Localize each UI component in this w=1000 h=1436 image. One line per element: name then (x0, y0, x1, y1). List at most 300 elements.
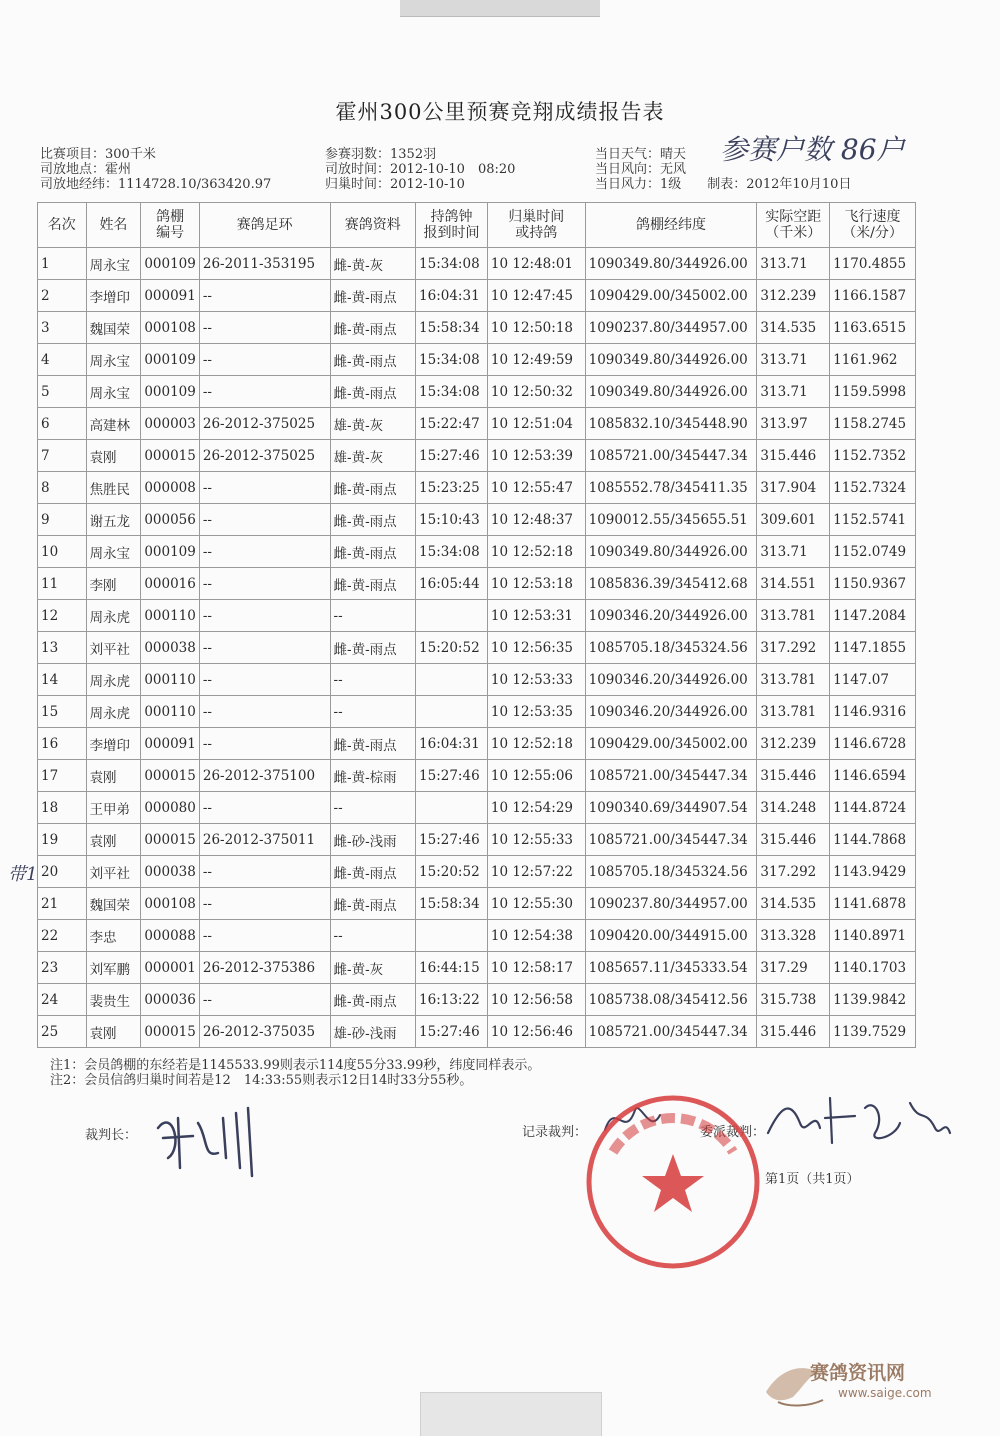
table-cell: -- (330, 792, 416, 824)
table-cell: 1090346.20/344926.00 (585, 600, 757, 632)
header-field: 参赛羽数：1352羽 (325, 147, 437, 162)
table-cell: 000109 (141, 344, 200, 376)
table-cell: 314.535 (757, 888, 830, 920)
table-cell: 9 (38, 504, 87, 536)
table-cell: 16:05:44 (416, 568, 488, 600)
table-cell: 10 12:57:22 (487, 856, 585, 888)
table-cell: 26-2012-375025 (199, 440, 330, 472)
table-cell: 314.535 (757, 312, 830, 344)
table-cell: 1085657.11/345333.54 (585, 952, 757, 984)
table-cell: 15:23:25 (416, 472, 488, 504)
table-cell: 19 (38, 824, 87, 856)
chief-judge-label: 裁判长： (85, 1128, 138, 1143)
column-header: 飞行速度 （米/分） (830, 203, 916, 248)
table-cell: 1146.9316 (830, 696, 916, 728)
table-cell: -- (199, 920, 330, 952)
table-cell: -- (199, 696, 330, 728)
table-cell: 317.292 (757, 632, 830, 664)
table-cell: 315.446 (757, 760, 830, 792)
table-cell: 1152.7324 (830, 472, 916, 504)
table-cell: 1090420.00/344915.00 (585, 920, 757, 952)
table-cell: -- (199, 632, 330, 664)
table-cell: 10 12:53:35 (487, 696, 585, 728)
table-cell: 15 (38, 696, 87, 728)
table-cell: 1163.6515 (830, 312, 916, 344)
table-cell: 000109 (141, 536, 200, 568)
table-cell: 000038 (141, 632, 200, 664)
table-cell: 000015 (141, 760, 200, 792)
table-cell: 雌-黄-棕雨 (330, 760, 416, 792)
table-cell: 李增印 (86, 728, 141, 760)
table-cell: 18 (38, 792, 87, 824)
table-cell: 313.71 (757, 536, 830, 568)
note-1: 注1：会员鸽棚的东经若是1145533.99则表示114度55分33.99秒，纬度同样表示。 (50, 1058, 541, 1073)
table-cell: 裴贵生 (86, 984, 141, 1016)
table-cell: 1152.7352 (830, 440, 916, 472)
table-cell: 1090429.00/345002.00 (585, 280, 757, 312)
table-row (38, 504, 916, 536)
table-cell: 313.781 (757, 600, 830, 632)
table-cell: 313.781 (757, 696, 830, 728)
table-cell: 1143.9429 (830, 856, 916, 888)
table-cell: -- (199, 344, 330, 376)
table-cell: -- (199, 664, 330, 696)
table-cell: 23 (38, 952, 87, 984)
table-cell: 312.239 (757, 728, 830, 760)
table-cell: 000110 (141, 696, 200, 728)
table-cell: 1090340.69/344907.54 (585, 792, 757, 824)
table-row (38, 344, 916, 376)
table-cell: 000015 (141, 1016, 200, 1048)
table-cell: -- (199, 600, 330, 632)
table-cell: -- (330, 696, 416, 728)
table-cell: 1090429.00/345002.00 (585, 728, 757, 760)
dispatch-judge-signature (760, 1078, 955, 1158)
table-cell: 雌-黄-雨点 (330, 536, 416, 568)
table-cell: 1085738.08/345412.56 (585, 984, 757, 1016)
results-table (37, 202, 916, 1048)
table-cell: 000108 (141, 888, 200, 920)
table-cell: 周永虎 (86, 696, 141, 728)
table-cell: 1090237.80/344957.00 (585, 312, 757, 344)
table-cell: 26-2012-375011 (199, 824, 330, 856)
table-cell: 313.97 (757, 408, 830, 440)
table-cell: 15:27:46 (416, 760, 488, 792)
table-cell: 袁刚 (86, 760, 141, 792)
table-cell: -- (330, 600, 416, 632)
table-row (38, 280, 916, 312)
table-cell: 1085832.10/345448.90 (585, 408, 757, 440)
table-cell: 周永宝 (86, 248, 141, 280)
table-cell: -- (330, 920, 416, 952)
table-cell: 魏国荣 (86, 312, 141, 344)
table-cell: -- (199, 888, 330, 920)
table-cell: 1166.1587 (830, 280, 916, 312)
watermark-url: www.saige.com (838, 1386, 932, 1400)
table-cell: 10 (38, 536, 87, 568)
table-cell: 313.71 (757, 344, 830, 376)
note-2: 注2：会员信鸽归巢时间若是12 14:33:55则表示12日14时33分55秒。 (50, 1073, 473, 1088)
table-cell: 11 (38, 568, 87, 600)
column-header: 鸽棚 编号 (141, 203, 200, 248)
table-cell: 000088 (141, 920, 200, 952)
table-cell: 20 (38, 856, 87, 888)
table-cell: 李忠 (86, 920, 141, 952)
column-header: 赛鸽资料 (330, 203, 416, 248)
table-cell: 000016 (141, 568, 200, 600)
table-cell: 10 12:55:33 (487, 824, 585, 856)
table-cell: 000109 (141, 376, 200, 408)
table-cell: 雄-砂-浅雨 (330, 1016, 416, 1048)
table-cell: 雌-黄-灰 (330, 248, 416, 280)
table-cell: 雌-砂-浅雨 (330, 824, 416, 856)
table-row (38, 792, 916, 824)
table-row (38, 536, 916, 568)
table-cell: 10 12:56:58 (487, 984, 585, 1016)
table-cell: 1090349.80/344926.00 (585, 536, 757, 568)
table-cell: 1090346.20/344926.00 (585, 664, 757, 696)
table-cell: 焦胜民 (86, 472, 141, 504)
table-cell: 王甲弟 (86, 792, 141, 824)
table-cell: 1158.2745 (830, 408, 916, 440)
table-cell: 1139.7529 (830, 1016, 916, 1048)
table-cell: -- (199, 312, 330, 344)
table-cell: 李增印 (86, 280, 141, 312)
table-cell: 1085705.18/345324.56 (585, 856, 757, 888)
table-cell: 000091 (141, 280, 200, 312)
table-cell: 317.29 (757, 952, 830, 984)
column-header: 鸽棚经纬度 (585, 203, 757, 248)
table-cell: 1159.5998 (830, 376, 916, 408)
table-cell: 314.551 (757, 568, 830, 600)
table-cell: 312.239 (757, 280, 830, 312)
table-cell: 雌-黄-雨点 (330, 984, 416, 1016)
table-cell: 1152.5741 (830, 504, 916, 536)
table-cell: 15:22:47 (416, 408, 488, 440)
table-cell: -- (330, 664, 416, 696)
column-header: 归巢时间 或持鸽 (487, 203, 585, 248)
table-cell: 10 12:58:17 (487, 952, 585, 984)
table-cell (416, 664, 488, 696)
table-cell: 1085705.18/345324.56 (585, 632, 757, 664)
table-cell: 1141.6878 (830, 888, 916, 920)
table-cell: 1170.4855 (830, 248, 916, 280)
notes (50, 1058, 540, 1088)
table-cell: 000038 (141, 856, 200, 888)
table-cell: 317.292 (757, 856, 830, 888)
table-cell: 5 (38, 376, 87, 408)
table-cell: 1090349.80/344926.00 (585, 344, 757, 376)
column-header: 名次 (38, 203, 87, 248)
table-cell: 1147.1855 (830, 632, 916, 664)
table-cell: 309.601 (757, 504, 830, 536)
table-cell: -- (199, 504, 330, 536)
table-row (38, 440, 916, 472)
table-cell: 1139.9842 (830, 984, 916, 1016)
table-cell (416, 600, 488, 632)
column-header: 持鸽钟 报到时间 (416, 203, 488, 248)
table-cell: 周永宝 (86, 536, 141, 568)
table-row (38, 472, 916, 504)
table-cell: 10 12:47:45 (487, 280, 585, 312)
table-cell: 袁刚 (86, 440, 141, 472)
table-cell: 313.71 (757, 376, 830, 408)
table-cell: 10 12:53:33 (487, 664, 585, 696)
table-cell: -- (199, 280, 330, 312)
table-cell: 10 12:53:31 (487, 600, 585, 632)
table-cell: 周永虎 (86, 600, 141, 632)
table-cell: 10 12:50:32 (487, 376, 585, 408)
table-cell: 10 12:56:46 (487, 1016, 585, 1048)
table-cell: 16:13:22 (416, 984, 488, 1016)
table-cell: 315.446 (757, 440, 830, 472)
table-cell: 10 12:51:04 (487, 408, 585, 440)
table-cell: 1090349.80/344926.00 (585, 376, 757, 408)
table-cell: 10 12:50:18 (487, 312, 585, 344)
header-left (40, 147, 271, 192)
table-cell: 24 (38, 984, 87, 1016)
table-row (38, 920, 916, 952)
page-count: 第1页（共1页） (765, 1172, 860, 1187)
table-row (38, 728, 916, 760)
paper-clip-top (400, 0, 600, 17)
column-header: 实际空距 （千米） (757, 203, 830, 248)
table-cell: 袁刚 (86, 824, 141, 856)
table-cell: -- (199, 376, 330, 408)
table-cell: 周永宝 (86, 376, 141, 408)
table-row (38, 952, 916, 984)
table-cell: 000001 (141, 952, 200, 984)
table-row (38, 888, 916, 920)
table-cell: 周永虎 (86, 664, 141, 696)
table-cell: -- (199, 568, 330, 600)
table-cell: 000110 (141, 600, 200, 632)
table-cell: 26-2012-375386 (199, 952, 330, 984)
table-cell: 3 (38, 312, 87, 344)
table-cell: 14 (38, 664, 87, 696)
table-cell: 15:34:08 (416, 536, 488, 568)
table-cell: 15:20:52 (416, 856, 488, 888)
table-cell: 000056 (141, 504, 200, 536)
table-cell: 刘平社 (86, 632, 141, 664)
table-cell: 10 12:48:37 (487, 504, 585, 536)
table-cell: 雌-黄-雨点 (330, 728, 416, 760)
table-cell (416, 792, 488, 824)
table-header-row (38, 203, 916, 248)
header-field: 司放地点：霍州 (40, 162, 132, 177)
paper-clip-bottom (420, 1392, 602, 1436)
table-cell: 雌-黄-灰 (330, 952, 416, 984)
table-cell: 1152.0749 (830, 536, 916, 568)
table-row (38, 632, 916, 664)
table-cell: 雌-黄-雨点 (330, 472, 416, 504)
table-cell: 1085721.00/345447.34 (585, 1016, 757, 1048)
table-cell: 雌-黄-雨点 (330, 280, 416, 312)
table-cell: 15:27:46 (416, 824, 488, 856)
table-cell: 袁刚 (86, 1016, 141, 1048)
site-watermark (758, 1352, 963, 1414)
table-cell: 15:34:08 (416, 344, 488, 376)
table-cell: 10 12:49:59 (487, 344, 585, 376)
handwritten-margin-mark: 带1 (8, 864, 38, 885)
table-cell: 10 12:55:30 (487, 888, 585, 920)
table-cell: 7 (38, 440, 87, 472)
table-cell: 1085721.00/345447.34 (585, 440, 757, 472)
table-cell: 雌-黄-雨点 (330, 856, 416, 888)
table-cell: 10 12:52:18 (487, 536, 585, 568)
table-cell: 10 12:55:06 (487, 760, 585, 792)
table-cell: -- (199, 792, 330, 824)
table-cell: 1140.8971 (830, 920, 916, 952)
table-cell: 1146.6594 (830, 760, 916, 792)
table-cell: 刘平社 (86, 856, 141, 888)
table-cell: 000109 (141, 248, 200, 280)
table-cell: 雄-黄-灰 (330, 440, 416, 472)
table-cell: 1147.2084 (830, 600, 916, 632)
table-cell: 16:04:31 (416, 728, 488, 760)
table-cell: 1085552.78/345411.35 (585, 472, 757, 504)
table-cell: 雌-黄-雨点 (330, 344, 416, 376)
table-cell: 15:34:08 (416, 248, 488, 280)
chief-judge-signature (148, 1098, 268, 1178)
table-cell: -- (199, 728, 330, 760)
table-row (38, 760, 916, 792)
table-cell: 15:10:43 (416, 504, 488, 536)
header-field: 归巢时间：2012-10-10 (325, 177, 465, 192)
table-cell: 000110 (141, 664, 200, 696)
table-cell: 15:20:52 (416, 632, 488, 664)
table-cell: 1 (38, 248, 87, 280)
table-cell: 1161.962 (830, 344, 916, 376)
table-row (38, 664, 916, 696)
table-cell: 1090012.55/345655.51 (585, 504, 757, 536)
table-cell: 26-2012-375100 (199, 760, 330, 792)
table-cell: 1144.7868 (830, 824, 916, 856)
column-header: 赛鸽足环 (199, 203, 330, 248)
header-field: 比赛项目：300千米 (40, 147, 156, 162)
table-cell: -- (199, 984, 330, 1016)
table-cell: 000080 (141, 792, 200, 824)
table-cell: 1090346.20/344926.00 (585, 696, 757, 728)
table-cell: 魏国荣 (86, 888, 141, 920)
table-cell: 17 (38, 760, 87, 792)
table-cell: 16:44:15 (416, 952, 488, 984)
table-row (38, 984, 916, 1016)
table-cell: 16 (38, 728, 87, 760)
table-cell: 10 12:54:29 (487, 792, 585, 824)
table-cell: 1147.07 (830, 664, 916, 696)
table-cell (416, 696, 488, 728)
table-cell: 谢五龙 (86, 504, 141, 536)
table-row (38, 1016, 916, 1048)
table-cell: 10 12:48:01 (487, 248, 585, 280)
table-row (38, 856, 916, 888)
table-cell: 1085836.39/345412.68 (585, 568, 757, 600)
table-row (38, 824, 916, 856)
header-field: 当日风力：1级 制表：2012年10月10日 (595, 177, 852, 192)
watermark-site-name: 赛鸽资讯网 (810, 1362, 906, 1384)
table-cell (416, 920, 488, 952)
table-cell: 雌-黄-雨点 (330, 568, 416, 600)
table-cell: 1090237.80/344957.00 (585, 888, 757, 920)
table-cell: 4 (38, 344, 87, 376)
table-cell: 李刚 (86, 568, 141, 600)
table-row (38, 312, 916, 344)
table-row (38, 696, 916, 728)
column-header: 姓名 (86, 203, 141, 248)
table-cell: 21 (38, 888, 87, 920)
table-cell: 雌-黄-雨点 (330, 504, 416, 536)
table-cell: 315.446 (757, 824, 830, 856)
table-cell: 雄-黄-灰 (330, 408, 416, 440)
table-cell: 雌-黄-雨点 (330, 312, 416, 344)
table-cell: 6 (38, 408, 87, 440)
table-cell: 15:34:08 (416, 376, 488, 408)
header-field: 司放时间：2012-10-10 08:20 (325, 162, 516, 177)
table-row (38, 376, 916, 408)
table-cell: 15:58:34 (416, 312, 488, 344)
table-cell: 1085721.00/345447.34 (585, 824, 757, 856)
table-cell: 000091 (141, 728, 200, 760)
table-cell: 10 12:52:18 (487, 728, 585, 760)
document-title: 霍州300公里预赛竞翔成绩报告表 (335, 100, 665, 124)
table-row (38, 600, 916, 632)
table-cell: 10 12:53:18 (487, 568, 585, 600)
table-cell: 1146.6728 (830, 728, 916, 760)
dispatch-judge-label: 委派裁判： (700, 1125, 766, 1140)
table-row (38, 568, 916, 600)
table-cell: 315.446 (757, 1016, 830, 1048)
table-cell: 000015 (141, 440, 200, 472)
table-cell: 15:27:46 (416, 440, 488, 472)
table-cell: 16:04:31 (416, 280, 488, 312)
table-cell: 313.781 (757, 664, 830, 696)
table-cell: 10 12:53:39 (487, 440, 585, 472)
table-cell: 25 (38, 1016, 87, 1048)
table-cell: 10 12:56:35 (487, 632, 585, 664)
table-cell: 12 (38, 600, 87, 632)
table-cell: 26-2012-375025 (199, 408, 330, 440)
table-cell: 000015 (141, 824, 200, 856)
table-cell: 000036 (141, 984, 200, 1016)
table-cell: 周永宝 (86, 344, 141, 376)
header-field: 当日天气：晴天 (595, 147, 687, 162)
table-row (38, 408, 916, 440)
header-field: 当日风向：无风 (595, 162, 687, 177)
recorder-label: 记录裁判： (522, 1125, 588, 1140)
table-cell: 1150.9367 (830, 568, 916, 600)
table-cell: -- (199, 472, 330, 504)
header-middle (325, 147, 515, 192)
table-cell: 313.328 (757, 920, 830, 952)
table-cell: 26-2011-353195 (199, 248, 330, 280)
table-cell: -- (199, 536, 330, 568)
table-cell: 315.738 (757, 984, 830, 1016)
table-cell: 1085721.00/345447.34 (585, 760, 757, 792)
table-cell: 1144.8724 (830, 792, 916, 824)
table-cell: 000008 (141, 472, 200, 504)
table-cell: 雌-黄-雨点 (330, 632, 416, 664)
table-cell: 000003 (141, 408, 200, 440)
table-cell: 雌-黄-雨点 (330, 376, 416, 408)
table-cell: 10 12:54:38 (487, 920, 585, 952)
table-cell: 314.248 (757, 792, 830, 824)
table-cell: 刘军鹏 (86, 952, 141, 984)
table-cell: 1090349.80/344926.00 (585, 248, 757, 280)
table-cell: 15:58:34 (416, 888, 488, 920)
table-cell: -- (199, 856, 330, 888)
table-cell: 317.904 (757, 472, 830, 504)
